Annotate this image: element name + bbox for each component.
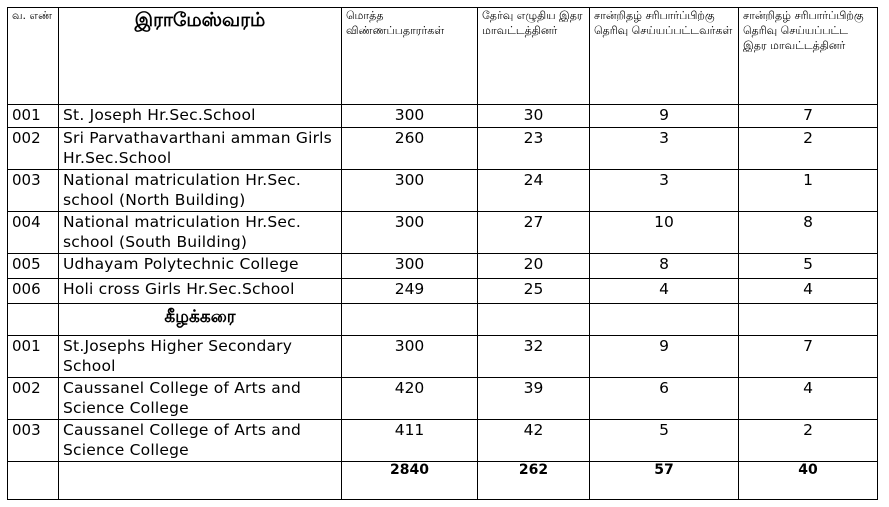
row-other-district: 4 <box>739 378 878 420</box>
row-applicants: 260 <box>342 128 478 170</box>
totals-empty-sno <box>8 462 59 500</box>
row-selected: 9 <box>590 105 739 128</box>
row-sno: 002 <box>8 378 59 420</box>
row-writers: 23 <box>478 128 590 170</box>
row-selected: 6 <box>590 378 739 420</box>
row-other-district: 2 <box>739 420 878 462</box>
table-row <box>8 105 878 128</box>
row-selected: 8 <box>590 254 739 279</box>
row-writers: 30 <box>478 105 590 128</box>
row-selected: 3 <box>590 170 739 212</box>
row-centre-name: National matriculation Hr.Sec. school (South Building) <box>59 212 342 254</box>
row-applicants: 300 <box>342 105 478 128</box>
row-applicants: 411 <box>342 420 478 462</box>
row-sno: 003 <box>8 420 59 462</box>
row-centre-name: St. Joseph Hr.Sec.School <box>59 105 342 128</box>
row-selected: 5 <box>590 420 739 462</box>
row-sno: 006 <box>8 279 59 304</box>
row-sno: 002 <box>8 128 59 170</box>
header-verified-selected: சான்றிதழ் சரிபார்ப்பிற்கு தெரிவு செய்யப்பட்டவர்கள் <box>590 8 739 105</box>
table-row <box>8 212 878 254</box>
row-writers: 20 <box>478 254 590 279</box>
table-row <box>8 336 878 378</box>
row-other-district: 7 <box>739 336 878 378</box>
row-applicants: 300 <box>342 170 478 212</box>
row-writers: 39 <box>478 378 590 420</box>
row-applicants: 300 <box>342 254 478 279</box>
table-row <box>8 254 878 279</box>
section-title-row <box>8 304 878 336</box>
header-sno: வ. எண் <box>8 8 59 105</box>
row-selected: 9 <box>590 336 739 378</box>
row-applicants: 300 <box>342 212 478 254</box>
totals-row <box>8 462 878 500</box>
section-title-keelakarai: கீழக்கரை <box>59 304 342 336</box>
row-other-district: 7 <box>739 105 878 128</box>
row-sno: 001 <box>8 336 59 378</box>
row-centre-name: Sri Parvathavarthani amman Girls Hr.Sec.School <box>59 128 342 170</box>
total-writers: 262 <box>478 462 590 500</box>
table-row <box>8 128 878 170</box>
empty-cell <box>590 304 739 336</box>
total-other-district: 40 <box>739 462 878 500</box>
row-centre-name: National matriculation Hr.Sec. school (North Building) <box>59 170 342 212</box>
total-applicants: 2840 <box>342 462 478 500</box>
row-other-district: 8 <box>739 212 878 254</box>
row-applicants: 420 <box>342 378 478 420</box>
row-centre-name: Udhayam Polytechnic College <box>59 254 342 279</box>
row-centre-name: Caussanel College of Arts and Science College <box>59 420 342 462</box>
row-sno: 003 <box>8 170 59 212</box>
header-verified-other-district: சான்றிதழ் சரிபார்ப்பிற்கு தெரிவு செய்யப்பட்ட இதர மாவட்டத்தினர் <box>739 8 878 105</box>
row-writers: 24 <box>478 170 590 212</box>
header-total-applicants: மொத்த விண்ணப்பதாரர்கள் <box>342 8 478 105</box>
row-other-district: 1 <box>739 170 878 212</box>
row-centre-name: Holi cross Girls Hr.Sec.School <box>59 279 342 304</box>
header-row <box>8 8 878 105</box>
row-centre-name: St.Josephs Higher Secondary School <box>59 336 342 378</box>
row-sno: 005 <box>8 254 59 279</box>
header-other-district-writers: தேர்வு எழுதிய இதர மாவட்டத்தினர் <box>478 8 590 105</box>
total-selected: 57 <box>590 462 739 500</box>
table-row <box>8 170 878 212</box>
exam-centre-table <box>7 7 878 500</box>
row-applicants: 249 <box>342 279 478 304</box>
table-row <box>8 420 878 462</box>
empty-cell <box>739 304 878 336</box>
totals-empty-name <box>59 462 342 500</box>
row-sno: 004 <box>8 212 59 254</box>
empty-cell <box>342 304 478 336</box>
section-title-sno-cell <box>8 304 59 336</box>
row-centre-name: Caussanel College of Arts and Science College <box>59 378 342 420</box>
row-writers: 25 <box>478 279 590 304</box>
row-selected: 4 <box>590 279 739 304</box>
row-other-district: 2 <box>739 128 878 170</box>
table-row <box>8 378 878 420</box>
row-selected: 10 <box>590 212 739 254</box>
row-sno: 001 <box>8 105 59 128</box>
row-other-district: 4 <box>739 279 878 304</box>
row-other-district: 5 <box>739 254 878 279</box>
empty-cell <box>478 304 590 336</box>
row-applicants: 300 <box>342 336 478 378</box>
row-writers: 42 <box>478 420 590 462</box>
header-place-rameswaram: இராமேஸ்வரம் <box>59 8 342 105</box>
table-row <box>8 279 878 304</box>
row-selected: 3 <box>590 128 739 170</box>
row-writers: 32 <box>478 336 590 378</box>
row-writers: 27 <box>478 212 590 254</box>
